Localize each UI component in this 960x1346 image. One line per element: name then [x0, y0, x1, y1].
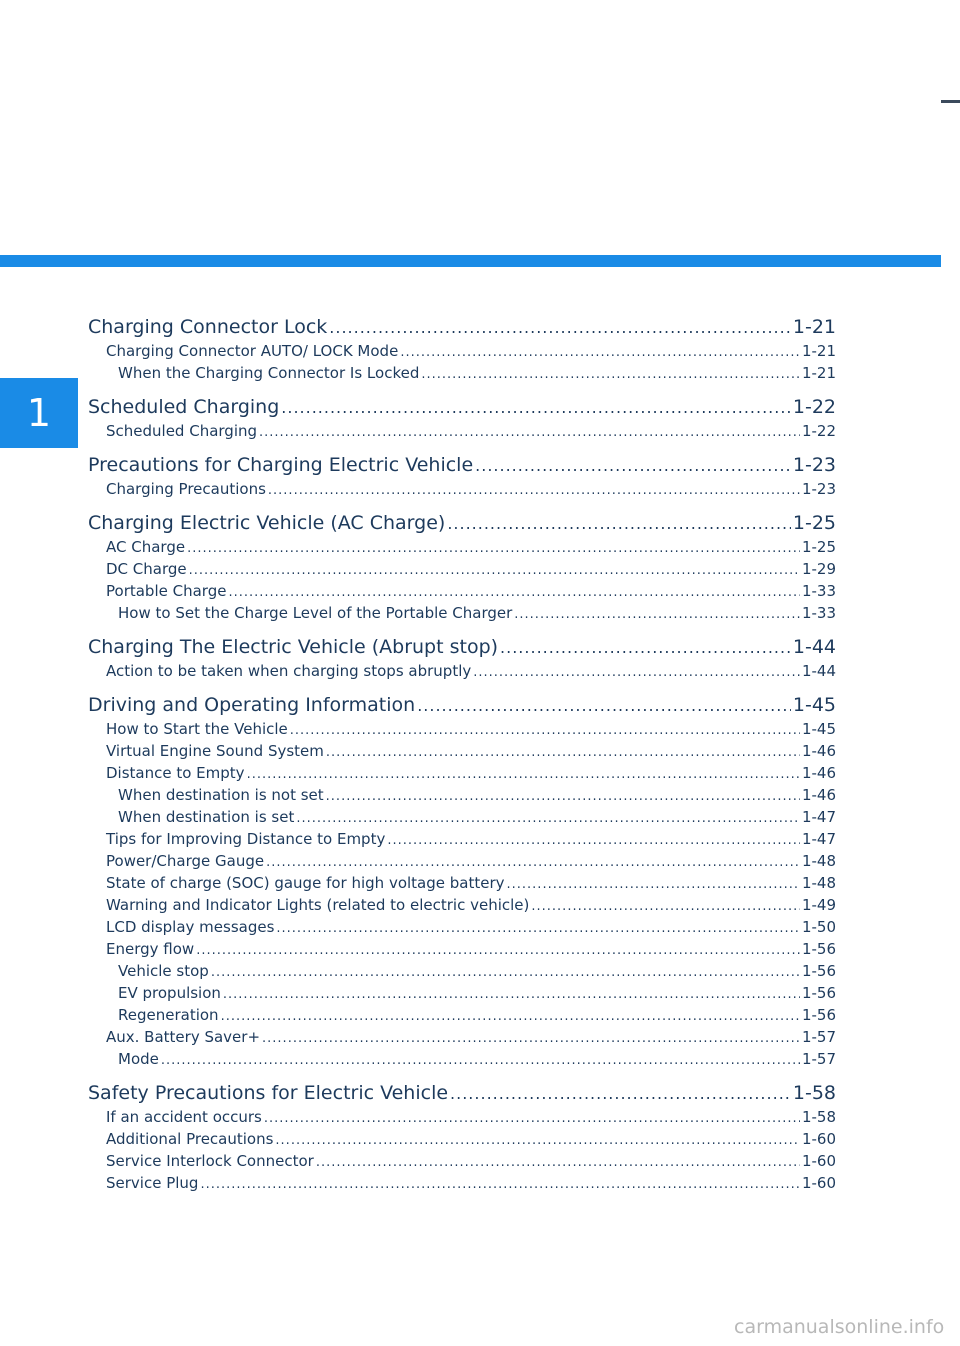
toc-entry[interactable] [88, 636, 836, 662]
toc-leader-dots [259, 425, 800, 440]
toc-entry-title: Scheduled Charging [106, 422, 258, 440]
toc-leader-dots [473, 665, 800, 680]
toc-entry[interactable] [88, 1050, 836, 1072]
toc-entry[interactable] [88, 874, 836, 896]
toc-entry-title: Mode [118, 1050, 159, 1068]
toc-entry[interactable] [88, 720, 836, 742]
toc-entry[interactable] [88, 1108, 836, 1130]
toc-entry-title: Precautions for Charging Electric Vehicle [88, 454, 474, 476]
toc-entry-page: 1-58 [801, 1108, 836, 1126]
toc-entry-title: State of charge (SOC) gauge for high voltage battery [106, 874, 505, 892]
toc-entry-title: If an accident occurs [106, 1108, 262, 1126]
toc-entry-page: 1-33 [801, 582, 836, 600]
toc-entry[interactable] [88, 342, 836, 364]
toc-leader-dots [161, 1053, 800, 1068]
toc-leader-dots [196, 943, 800, 958]
toc-entry-page: 1-48 [801, 874, 836, 892]
toc-entry-page: 1-60 [801, 1174, 836, 1192]
table-of-contents [88, 316, 836, 1196]
watermark: carmanualsonline.info [734, 1316, 945, 1338]
toc-entry-title: Safety Precautions for Electric Vehicle [88, 1082, 449, 1104]
toc-entry-page: 1-57 [801, 1050, 836, 1068]
toc-leader-dots [400, 345, 800, 360]
toc-entry-page: 1-56 [801, 940, 836, 958]
corner-mark [941, 100, 960, 103]
toc-leader-dots [450, 1084, 791, 1103]
toc-entry-page: 1-22 [801, 422, 836, 440]
toc-leader-dots [326, 789, 800, 804]
toc-leader-dots [507, 877, 800, 892]
toc-entry-page: 1-25 [801, 538, 836, 556]
toc-entry[interactable] [88, 1130, 836, 1152]
toc-entry-page: 1-56 [801, 962, 836, 980]
toc-entry[interactable] [88, 454, 836, 480]
toc-leader-dots [264, 1111, 800, 1126]
toc-entry-page: 1-44 [801, 662, 836, 680]
toc-entry[interactable] [88, 896, 836, 918]
toc-entry-page: 1-49 [801, 896, 836, 914]
toc-leader-dots [500, 638, 791, 657]
toc-entry[interactable] [88, 808, 836, 830]
toc-entry[interactable] [88, 1174, 836, 1196]
toc-entry-title: DC Charge [106, 560, 187, 578]
toc-leader-dots [281, 398, 791, 417]
toc-entry[interactable] [88, 538, 836, 560]
toc-entry-page: 1-56 [801, 1006, 836, 1024]
toc-leader-dots [329, 318, 791, 337]
toc-entry-title: Charging Electric Vehicle (AC Charge) [88, 512, 446, 534]
toc-entry-title: LCD display messages [106, 918, 275, 936]
toc-entry-title: How to Start the Vehicle [106, 720, 288, 738]
toc-entry-page: 1-44 [792, 636, 836, 658]
toc-entry[interactable] [88, 1028, 836, 1050]
toc-entry-title: Distance to Empty [106, 764, 245, 782]
toc-leader-dots [187, 541, 800, 556]
toc-entry-title: How to Set the Charge Level of the Portable Charger [118, 604, 513, 622]
toc-leader-dots [387, 833, 800, 848]
toc-entry[interactable] [88, 742, 836, 764]
toc-entry-page: 1-22 [792, 396, 836, 418]
toc-entry-page: 1-46 [801, 764, 836, 782]
toc-entry-title: When the Charging Connector Is Locked [118, 364, 420, 382]
toc-leader-dots [275, 1133, 800, 1148]
header-band [0, 255, 941, 267]
toc-leader-dots [417, 696, 791, 715]
toc-entry-title: When destination is not set [118, 786, 324, 804]
toc-leader-dots [268, 483, 800, 498]
toc-entry[interactable] [88, 764, 836, 786]
toc-entry-page: 1-60 [801, 1152, 836, 1170]
toc-leader-dots [326, 745, 800, 760]
toc-entry[interactable] [88, 364, 836, 386]
toc-entry-page: 1-47 [801, 808, 836, 826]
toc-entry-title: Additional Precautions [106, 1130, 274, 1148]
toc-leader-dots [290, 723, 800, 738]
toc-entry-title: Charging Connector AUTO/ LOCK Mode [106, 342, 399, 360]
toc-entry-title: AC Charge [106, 538, 186, 556]
toc-entry[interactable] [88, 662, 836, 684]
toc-entry[interactable] [88, 984, 836, 1006]
toc-leader-dots [211, 965, 800, 980]
toc-leader-dots [316, 1155, 800, 1170]
toc-leader-dots [421, 367, 800, 382]
toc-entry-title: Charging Connector Lock [88, 316, 328, 338]
toc-entry-title: Energy flow [106, 940, 195, 958]
toc-entry[interactable] [88, 830, 836, 852]
toc-leader-dots [221, 1009, 800, 1024]
toc-entry-page: 1-57 [801, 1028, 836, 1046]
toc-entry-title: EV propulsion [118, 984, 221, 1002]
toc-leader-dots [189, 563, 800, 578]
toc-entry[interactable] [88, 582, 836, 604]
toc-entry-title: Aux. Battery Saver+ [106, 1028, 261, 1046]
toc-entry[interactable] [88, 852, 836, 874]
toc-entry-title: Vehicle stop [118, 962, 209, 980]
toc-entry[interactable] [88, 1152, 836, 1174]
toc-leader-dots [266, 855, 800, 870]
toc-entry[interactable] [88, 560, 836, 582]
toc-entry-title: Service Interlock Connector [106, 1152, 314, 1170]
toc-entry[interactable] [88, 786, 836, 808]
toc-entry[interactable] [88, 396, 836, 422]
toc-entry-title: Scheduled Charging [88, 396, 280, 418]
toc-entry-page: 1-21 [801, 342, 836, 360]
chapter-number: 1 [26, 391, 52, 435]
toc-leader-dots [200, 1177, 800, 1192]
toc-leader-dots [447, 514, 791, 533]
toc-leader-dots [296, 811, 800, 826]
toc-entry-title: Charging The Electric Vehicle (Abrupt stop) [88, 636, 499, 658]
toc-entry-title: Driving and Operating Information [88, 694, 416, 716]
toc-entry-page: 1-45 [792, 694, 836, 716]
toc-entry-title: Power/Charge Gauge [106, 852, 265, 870]
toc-leader-dots [514, 607, 800, 622]
toc-leader-dots [223, 987, 800, 1002]
toc-entry[interactable] [88, 512, 836, 538]
toc-entry-page: 1-23 [801, 480, 836, 498]
toc-entry-page: 1-60 [801, 1130, 836, 1148]
toc-entry-page: 1-46 [801, 742, 836, 760]
toc-entry-page: 1-58 [792, 1082, 836, 1104]
toc-entry[interactable] [88, 422, 836, 444]
toc-leader-dots [262, 1031, 800, 1046]
toc-entry-title: When destination is set [118, 808, 295, 826]
toc-leader-dots [276, 921, 800, 936]
toc-entry-page: 1-21 [792, 316, 836, 338]
toc-entry[interactable] [88, 918, 836, 940]
toc-entry-page: 1-21 [801, 364, 836, 382]
toc-entry-page: 1-29 [801, 560, 836, 578]
toc-entry-title: Portable Charge [106, 582, 227, 600]
toc-entry-page: 1-45 [801, 720, 836, 738]
toc-entry[interactable] [88, 1006, 836, 1028]
toc-entry[interactable] [88, 604, 836, 626]
chapter-tab [0, 378, 78, 448]
toc-entry-title: Virtual Engine Sound System [106, 742, 324, 760]
toc-entry-title: Charging Precautions [106, 480, 266, 498]
toc-entry-page: 1-23 [792, 454, 836, 476]
toc-entry[interactable] [88, 694, 836, 720]
toc-entry-page: 1-56 [801, 984, 836, 1002]
toc-entry-title: Warning and Indicator Lights (related to electric vehicle) [106, 896, 530, 914]
toc-leader-dots [228, 585, 800, 600]
toc-entry-title: Regeneration [118, 1006, 219, 1024]
toc-entry[interactable] [88, 940, 836, 962]
toc-entry-title: Action to be taken when charging stops abruptly [106, 662, 472, 680]
toc-entry-page: 1-47 [801, 830, 836, 848]
toc-entry-page: 1-33 [801, 604, 836, 622]
toc-entry-title: Tips for Improving Distance to Empty [106, 830, 386, 848]
toc-leader-dots [247, 767, 800, 782]
toc-entry-page: 1-25 [792, 512, 836, 534]
toc-entry[interactable] [88, 1082, 836, 1108]
toc-entry[interactable] [88, 962, 836, 984]
toc-entry-title: Service Plug [106, 1174, 199, 1192]
toc-entry-page: 1-46 [801, 786, 836, 804]
toc-entry[interactable] [88, 316, 836, 342]
toc-leader-dots [475, 456, 791, 475]
toc-entry-page: 1-50 [801, 918, 836, 936]
toc-entry[interactable] [88, 480, 836, 502]
toc-leader-dots [531, 899, 800, 914]
toc-entry-page: 1-48 [801, 852, 836, 870]
